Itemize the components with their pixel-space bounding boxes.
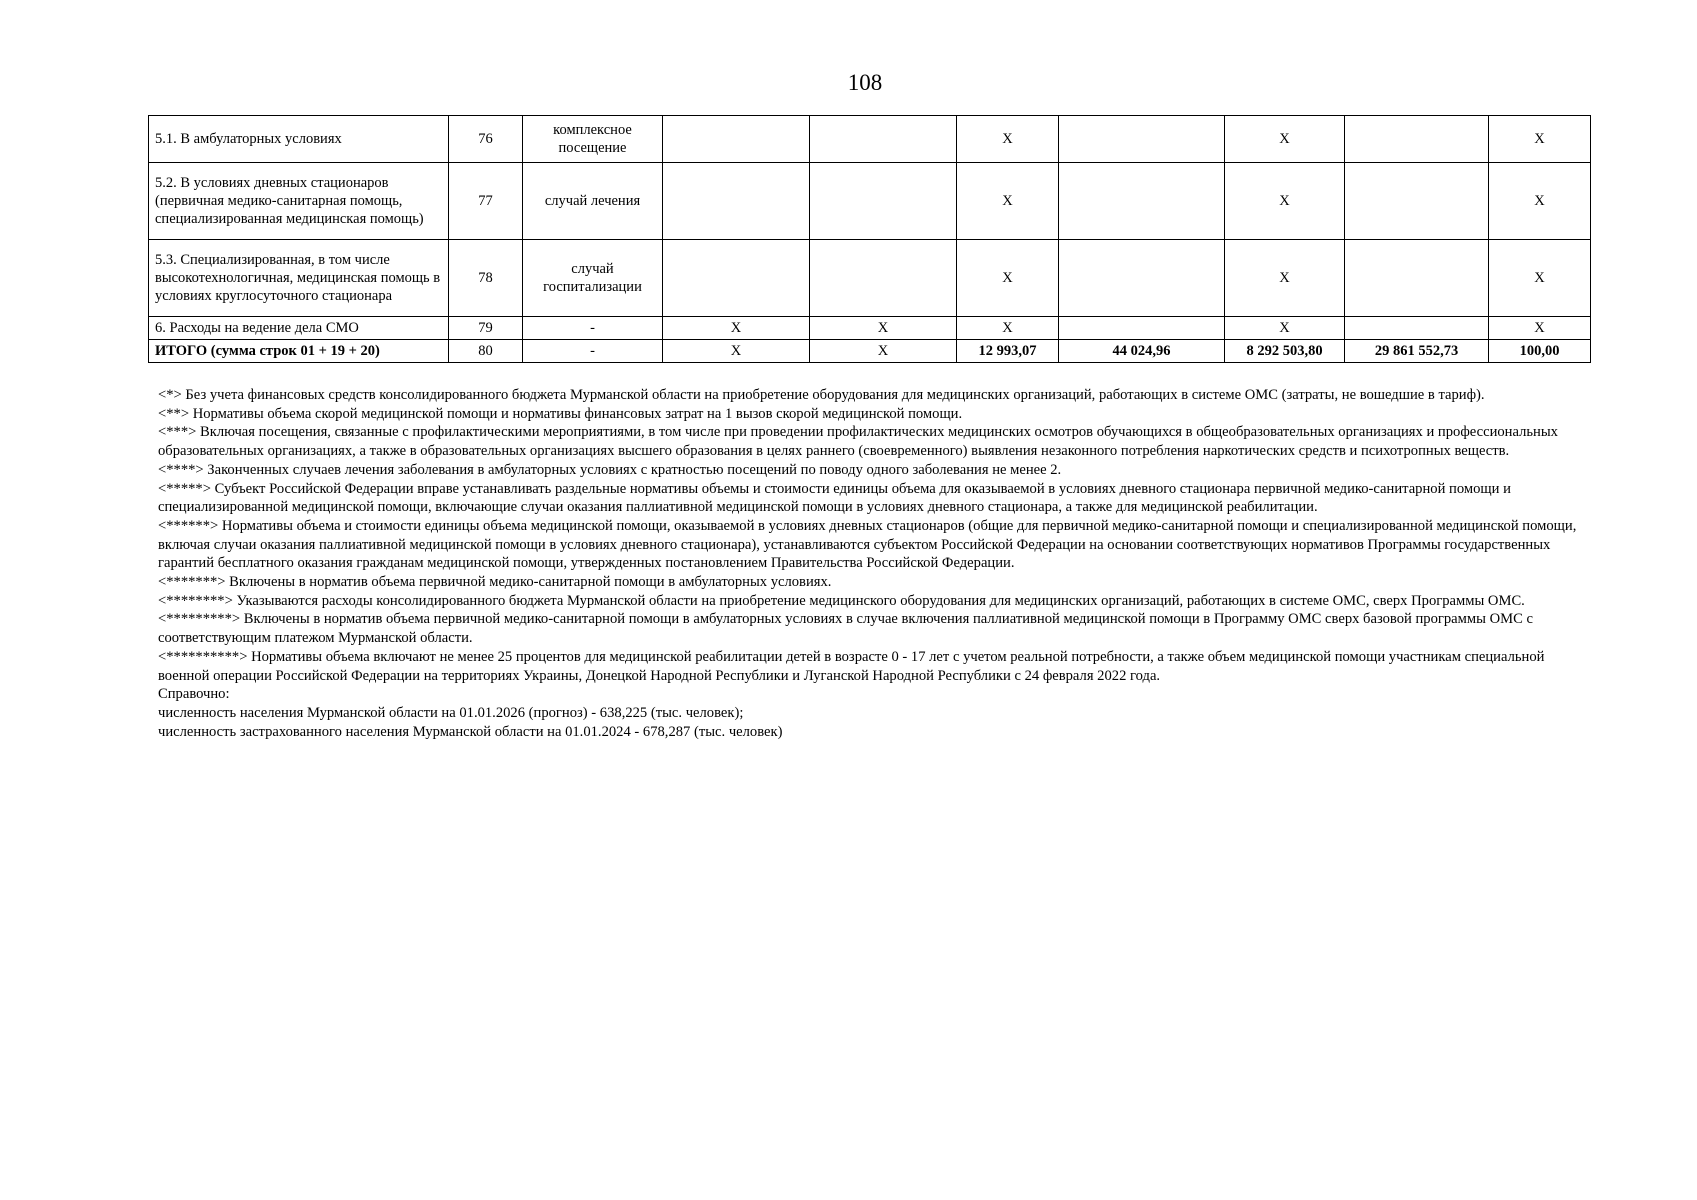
row-name: 5.1. В амбулаторных условиях	[149, 116, 449, 163]
row-unit: комплексное посещение	[523, 116, 663, 163]
footnote: <********> Указываются расходы консолидированного бюджета Мурманской области на приобретение медицинского оборудования для медицинских организаций, работающих в системе ОМС, сверх Программы ОМС.	[158, 592, 1525, 609]
page-number: 108	[847, 70, 883, 95]
row-name: 5.3. Специализированная, в том числе высокотехнологичная, медицинская помощь в условиях круглосуточного стационара	[149, 240, 449, 317]
cell	[1059, 116, 1225, 163]
row-code: 77	[449, 163, 523, 240]
cell: X	[1489, 163, 1591, 240]
footnote: <*******> Включены в норматив объема первичной медико-санитарной помощи в амбулаторных условиях.	[158, 574, 832, 591]
cell: X	[1225, 317, 1345, 340]
cell: X	[1225, 240, 1345, 317]
cell: X	[810, 317, 957, 340]
cell: X	[663, 317, 810, 340]
cell: X	[663, 340, 810, 363]
cell: X	[1489, 317, 1591, 340]
row-code: 79	[449, 317, 523, 340]
cell: X	[1489, 116, 1591, 163]
total-row	[149, 340, 1591, 363]
row-code: 78	[449, 240, 523, 317]
cell	[1345, 116, 1489, 163]
cell	[810, 163, 957, 240]
cell: X	[957, 116, 1059, 163]
cell	[1059, 163, 1225, 240]
cell	[810, 116, 957, 163]
cell	[663, 163, 810, 240]
table-row	[149, 317, 1591, 340]
cell	[1345, 163, 1489, 240]
row-unit: случай госпитализации	[523, 240, 663, 317]
cell	[810, 240, 957, 317]
table-row	[149, 240, 1591, 317]
cell	[1345, 317, 1489, 340]
medical-care-table	[148, 115, 1591, 363]
cell	[1345, 240, 1489, 317]
cell	[1059, 240, 1225, 317]
row-name: 6. Расходы на ведение дела СМО	[149, 317, 449, 340]
cell: 12 993,07	[957, 340, 1059, 363]
footnotes	[158, 386, 1588, 741]
cell: 8 292 503,80	[1225, 340, 1345, 363]
footnote: <****> Законченных случаев лечения заболевания в амбулаторных условиях с кратностью посещений по поводу одного заболевания не менее 2.	[158, 461, 1062, 478]
population-note: численность населения Мурманской области на 01.01.2026 (прогноз) - 638,225 (тыс. человек);	[158, 704, 744, 721]
cell	[663, 240, 810, 317]
row-name: ИТОГО (сумма строк 01 + 19 + 20)	[149, 340, 449, 363]
footnote: <*****> Субъект Российской Федерации вправе устанавливать раздельные нормативы объемы и стоимости единицы объема для оказываемой в условиях дневного стационара первичной медико-санитарной помощи и специализированной медицинской помощи, включающие случаи оказания паллиативной медицинской помощи в условиях дневного стационара, а также для медицинской реабилитации.	[158, 480, 1511, 516]
cell: X	[1225, 116, 1345, 163]
footnote: <***> Включая посещения, связанные с профилактическими мероприятиями, в том числе при проведении профилактических медицинских осмотров обучающихся в общеобразовательных организациях и профессиональных образовательных организациях, а также в образовательных организациях высшего образования в целях раннего (своевременного) выявления незаконного потребления наркотических средств и психотропных веществ.	[158, 424, 1558, 460]
table-row	[149, 116, 1591, 163]
row-name: 5.2. В условиях дневных стационаров (первичная медико-санитарная помощь, специализированная медицинская помощь)	[149, 163, 449, 240]
cell: X	[1225, 163, 1345, 240]
cell: 29 861 552,73	[1345, 340, 1489, 363]
cell: X	[957, 163, 1059, 240]
cell: 100,00	[1489, 340, 1591, 363]
cell: X	[810, 340, 957, 363]
footnote: <*********> Включены в норматив объема первичной медико-санитарной помощи в амбулаторных условиях в случае включения паллиативной медицинской помощи в Программу ОМС сверх базовой программы ОМС с соответствующим платежом Мурманской области.	[158, 611, 1533, 647]
footnote: <**> Нормативы объема скорой медицинской помощи и нормативы финансовых затрат на 1 вызов скорой медицинской помощи.	[158, 405, 963, 422]
cell: 44 024,96	[1059, 340, 1225, 363]
footnote: <*> Без учета финансовых средств консолидированного бюджета Мурманской области на приобретение оборудования для медицинских организаций, работающих в системе ОМС (затраты, не вошедшие в тариф).	[158, 387, 1485, 403]
row-code: 80	[449, 340, 523, 363]
cell: X	[957, 240, 1059, 317]
footnote: <******> Нормативы объема и стоимости единицы объема медицинской помощи, оказываемой в условиях дневных стационаров (общие для первичной медико-санитарной помощи и специализированной медицинской помощи, включая случаи оказания паллиативной медицинской помощи в условиях дневного стационара), устанавливаются субъектом Российской Федерации на основании соответствующих нормативов Программы государственных гарантий бесплатного оказания гражданам медицинской помощи, утвержденных постановлением Правительства Российской Федерации.	[158, 517, 1577, 572]
table-row	[149, 163, 1591, 240]
cell	[1059, 317, 1225, 340]
cell: X	[957, 317, 1059, 340]
cell	[663, 116, 810, 163]
row-unit: -	[523, 317, 663, 340]
row-code: 76	[449, 116, 523, 163]
row-unit: случай лечения	[523, 163, 663, 240]
cell: X	[1489, 240, 1591, 317]
insured-population-note: численность застрахованного населения Мурманской области на 01.01.2024 - 678,287 (тыс. человек)	[158, 723, 783, 740]
reference-heading: Справочно:	[158, 686, 230, 703]
footnote: <**********> Нормативы объема включают не менее 25 процентов для медицинской реабилитации детей в возрасте 0 - 17 лет с учетом реальной потребности, а также объем медицинской помощи участникам специальной военной операции Российской Федерации на территориях Украины, Донецкой Народной Республики и Луганской Народной Республики с 24 февраля 2022 года.	[158, 648, 1545, 684]
row-unit: -	[523, 340, 663, 363]
